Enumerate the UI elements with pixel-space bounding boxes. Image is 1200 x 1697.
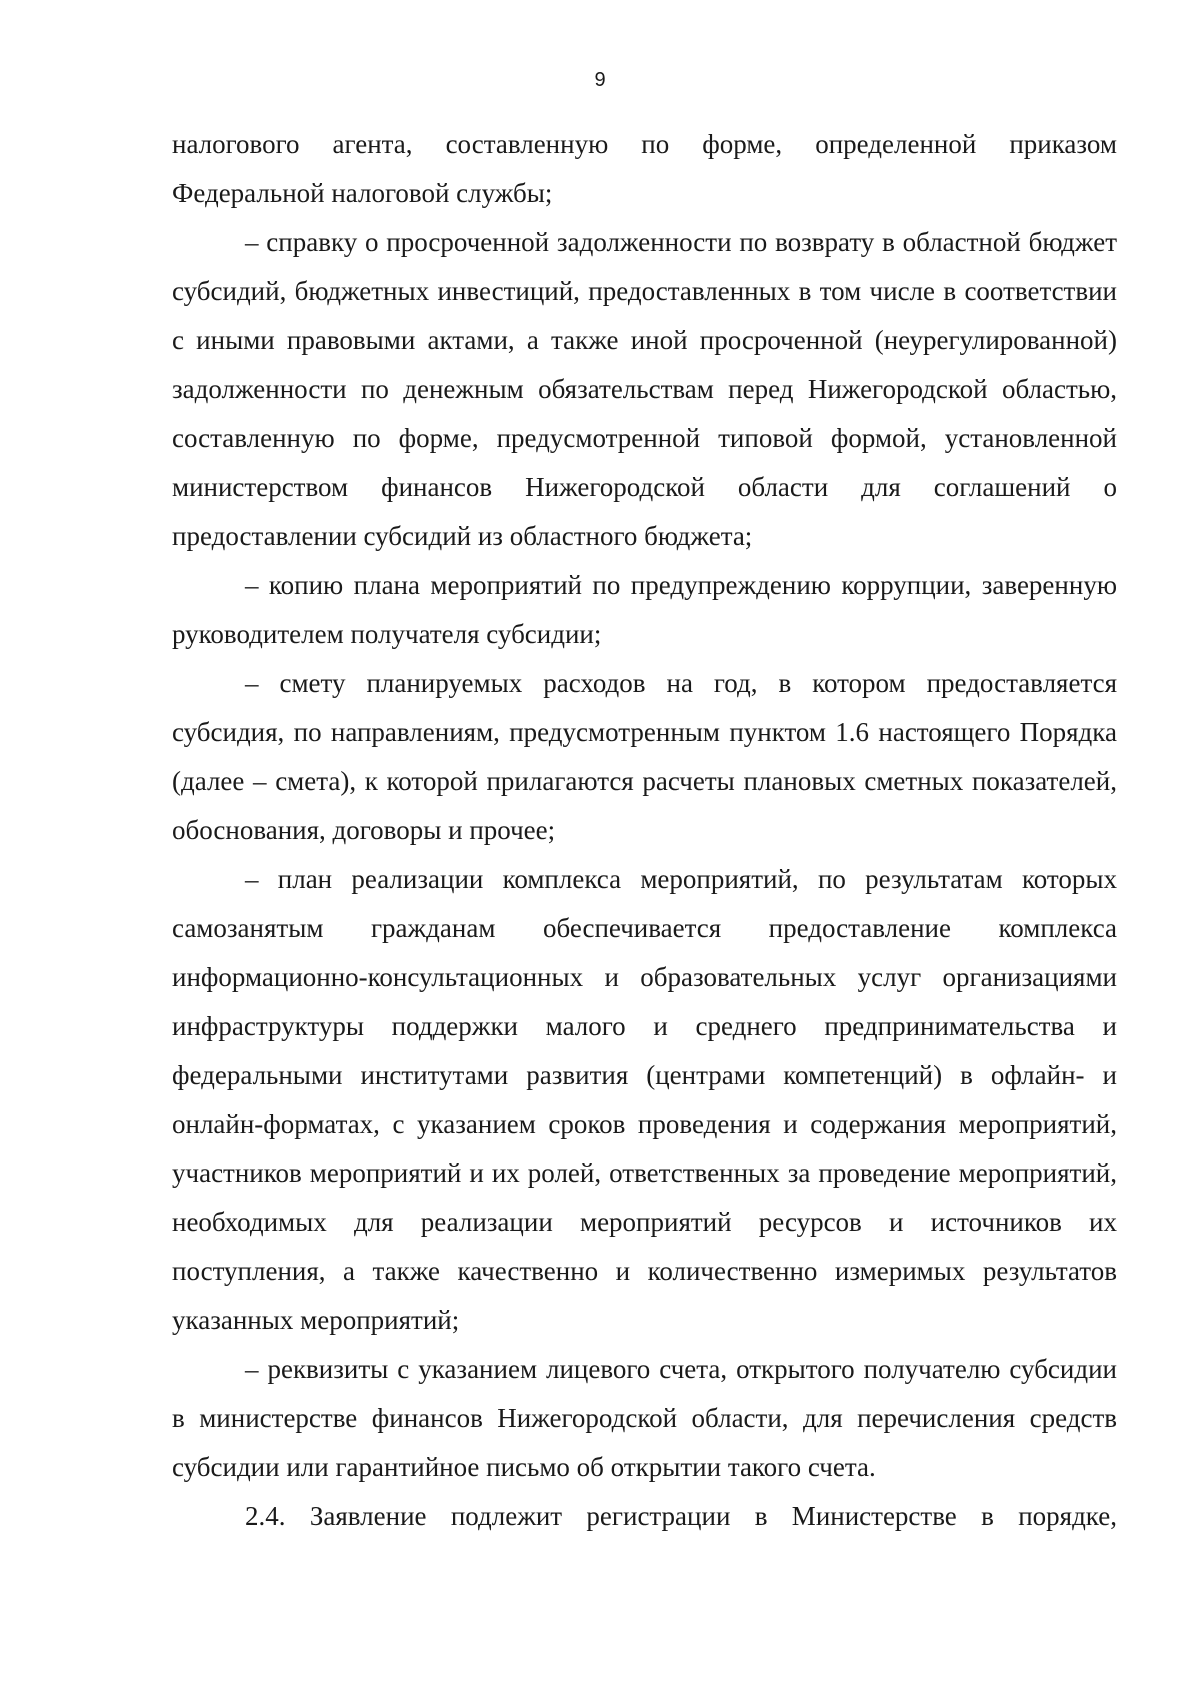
paragraph-overdue-debt-certificate: – справку о просроченной задолженности по возврату в областной бюджет субсидий, бюджетных инвестиций, предоставленных в том числе в соответствии с иными правовыми актами, а также иной просроченной (неурегулированной) задолженности по денежным обязательствам перед Нижегородской областью, составленную по форме, предусмотренной типовой формой, установленной министерством финансов Нижегородской области для соглашений о предоставлении субсидий из областного бюджета; bbox=[172, 227, 1117, 551]
paragraph-anticorruption-plan: – копию плана мероприятий по предупреждению коррупции, заверенную руководителем получателя субсидии; bbox=[172, 570, 1117, 649]
paragraph-bank-details: – реквизиты с указанием лицевого счета, открытого получателю субсидии в министерстве финансов Нижегородской области, для перечисления средств субсидии или гарантийное письмо об открытии такого счета. bbox=[172, 1354, 1117, 1482]
page-number: 9 bbox=[594, 69, 606, 91]
paragraph-tax-agent-form: налогового агента, составленную по форме, определенной приказом Федеральной налоговой службы; bbox=[172, 129, 1117, 208]
paragraph-registration-2-4: 2.4. Заявление подлежит регистрации в Министерстве в порядке, bbox=[245, 1501, 1117, 1531]
paragraph-expense-estimate: – смету планируемых расходов на год, в котором предоставляется субсидия, по направлениям, предусмотренным пунктом 1.6 настоящего Порядка (далее – смета), к которой прилагаются расчеты плановых сметных показателей, обоснования, договоры и прочее; bbox=[172, 668, 1117, 845]
document-body bbox=[172, 120, 1117, 1541]
paragraph-activity-plan: – план реализации комплекса мероприятий, по результатам которых самозанятым гражданам обеспечивается предоставление комплекса информационно-консультационных и образовательных услуг организациями инфраструктуры поддержки малого и среднего предпринимательства и федеральными институтами развития (центрами компетенций) в офлайн- и онлайн-форматах, с указанием сроков проведения и содержания мероприятий, участников мероприятий и их ролей, ответственных за проведение мероприятий, необходимых для реализации мероприятий ресурсов и источников их поступления, а также качественно и количественно измеримых результатов указанных мероприятий; bbox=[172, 864, 1117, 1335]
